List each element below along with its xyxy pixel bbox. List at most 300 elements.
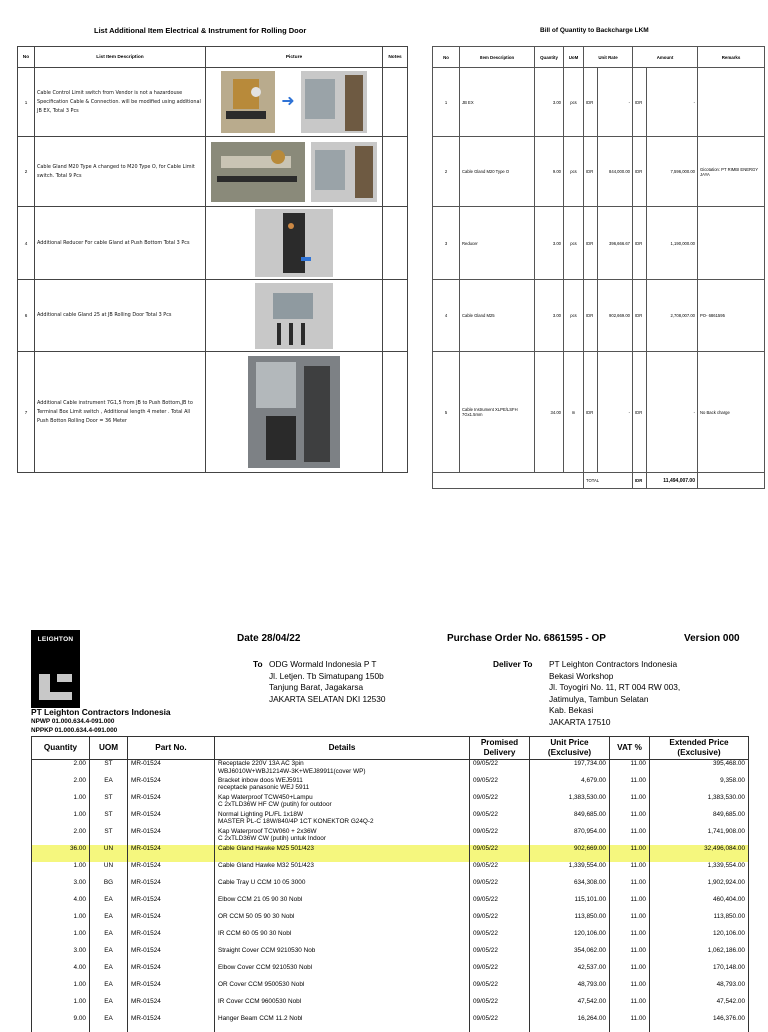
row-amount-currency: IDR (633, 68, 647, 137)
line-extended-price: 120,106.00 (650, 930, 749, 947)
row-no: 4 (18, 207, 35, 280)
line-details (215, 794, 470, 811)
col-header-remarks: Remarks (698, 47, 765, 68)
line-unit-price: 1,339,554.00 (530, 862, 610, 879)
line-details (215, 998, 470, 1015)
row-description: Additional Cable instrument 7G1,5 from JB to Push Bottom,JB to Terminal Box Limit switch , Additional length 4 meter . Total All Push Botton Rolling Door = 36 Meter (35, 352, 206, 473)
line-quantity: 1.00 (32, 794, 90, 811)
line-part-no: MR-01524 (128, 930, 215, 947)
line-vat: 11.00 (610, 760, 650, 777)
line-extended-price: 1,062,186.00 (650, 947, 749, 964)
line-vat: 11.00 (610, 930, 650, 947)
line-extended-price: 1,383,530.00 (650, 794, 749, 811)
col-header-unit-rate: Unit Rate (584, 47, 633, 68)
row-no: 6 (18, 280, 35, 352)
push-button-reducer-photo (255, 209, 333, 277)
row-uom: pcs (564, 137, 584, 207)
col-header-vat: VAT % (610, 737, 650, 760)
col-header-uom: UoM (564, 47, 584, 68)
col-header-amount: Amount (633, 47, 698, 68)
line-promised-delivery: 09/05/22 (470, 811, 530, 828)
line-details (215, 777, 470, 794)
line-vat: 11.00 (610, 964, 650, 981)
address-line: PT Leighton Contractors Indonesia (549, 659, 678, 669)
po-line-row (32, 913, 749, 930)
po-line-row (32, 947, 749, 964)
bill-of-quantity-table (432, 46, 765, 489)
row-quantity: 3.00 (535, 207, 564, 280)
row-notes (383, 352, 408, 473)
detail-line: Cable Gland Hawke M25 501/423 (218, 844, 314, 852)
line-vat: 11.00 (610, 777, 650, 794)
line-quantity: 36.00 (32, 845, 90, 862)
line-vat: 11.00 (610, 998, 650, 1015)
line-quantity: 2.00 (32, 828, 90, 845)
line-extended-price: 1,339,554.00 (650, 862, 749, 879)
line-uom: EA (90, 964, 128, 981)
table-row (433, 207, 765, 280)
line-part-no: MR-01524 (128, 845, 215, 862)
line-promised-delivery: 09/05/22 (470, 998, 530, 1015)
po-line-row (32, 862, 749, 879)
row-quantity: 9.00 (535, 137, 564, 207)
col-header-picture: Picture (206, 47, 383, 68)
row-amount: - (647, 68, 698, 137)
line-promised-delivery: 09/05/22 (470, 930, 530, 947)
logo-text: LEIGHTON (37, 636, 74, 643)
row-uom: pcs (564, 207, 584, 280)
row-description: Additional cable Gland 25 at JB Rolling Door Total 3 Pcs (35, 280, 206, 352)
address-line: Kab. Bekasi (549, 705, 594, 715)
row-quantity: 3.00 (535, 68, 564, 137)
col-header-description: List Item Description (35, 47, 206, 68)
line-quantity: 3.00 (32, 879, 90, 896)
line-vat: 11.00 (610, 794, 650, 811)
line-promised-delivery: 09/05/22 (470, 760, 530, 777)
line-vat: 11.00 (610, 1015, 650, 1032)
line-promised-delivery: 09/05/22 (470, 964, 530, 981)
line-part-no: MR-01524 (128, 862, 215, 879)
row-picture (206, 68, 383, 137)
line-unit-price: 48,793.00 (530, 981, 610, 998)
po-line-row (32, 777, 749, 794)
row-picture (206, 137, 383, 207)
left-sheet-title: List Additional Item Electrical & Instrument for Rolling Door (94, 26, 307, 35)
po-date: Date 28/04/22 (237, 633, 301, 644)
row-quantity: 3.00 (535, 280, 564, 352)
total-label: TOTAL (584, 473, 633, 489)
row-item-description: JB EX (460, 68, 535, 137)
line-vat: 11.00 (610, 845, 650, 862)
line-details (215, 879, 470, 896)
detail-line: Straight Cover CCM 9210530 Nob (218, 946, 316, 954)
line-vat: 11.00 (610, 981, 650, 998)
row-description: Additional Reducer For cable Gland at Push Bottom Total 3 Pcs (35, 207, 206, 280)
row-quantity: 34.00 (535, 352, 564, 473)
po-version: Version 000 (684, 633, 740, 644)
line-uom: EA (90, 1015, 128, 1032)
row-amount-currency: IDR (633, 280, 647, 352)
total-row (433, 473, 765, 489)
detail-line: IR CCM 60 05 90 30 Nobl (218, 929, 292, 937)
line-uom: ST (90, 828, 128, 845)
line-promised-delivery: 09/05/22 (470, 862, 530, 879)
detail-line: receptacle panasonic WEJ 5911 (218, 784, 310, 792)
col-header-uom: UOM (90, 737, 128, 760)
detail-line: Normal Lighting PL/FL 1x18W (218, 810, 304, 818)
line-promised-delivery: 09/05/22 (470, 879, 530, 896)
line-unit-price: 1,383,530.00 (530, 794, 610, 811)
deliver-to-label: Deliver To (493, 659, 533, 669)
detail-line: Bracket inbow doos WEJ5911 (218, 776, 303, 784)
row-rate-currency: IDR (584, 280, 598, 352)
cable-instrument-photo (248, 356, 340, 468)
address-line: Tanjung Barat, Jagakarsa (269, 682, 364, 692)
row-picture (206, 352, 383, 473)
leighton-emblem-icon (31, 630, 80, 708)
row-rate-currency: IDR (584, 68, 598, 137)
line-unit-price: 4,679.00 (530, 777, 610, 794)
line-uom: EA (90, 777, 128, 794)
row-remarks (698, 68, 765, 137)
leighton-logo (31, 630, 80, 708)
line-quantity: 4.00 (32, 896, 90, 913)
line-unit-price: 902,669.00 (530, 845, 610, 862)
line-details (215, 760, 470, 777)
address-line: JAKARTA SELATAN DKI 12530 (269, 693, 386, 704)
detail-line: IR Cover CCM 9600530 Nobl (218, 997, 302, 1005)
line-part-no: MR-01524 (128, 896, 215, 913)
line-promised-delivery: 09/05/22 (470, 777, 530, 794)
total-blank (433, 473, 584, 489)
detail-line: Kap Waterproof TCW450+Lampu (218, 793, 313, 801)
line-promised-delivery: 09/05/22 (470, 845, 530, 862)
line-quantity: 2.00 (32, 777, 90, 794)
line-unit-price: 113,850.00 (530, 913, 610, 930)
line-details (215, 811, 470, 828)
row-remarks (698, 207, 765, 280)
detail-line: C 2xTLD36W HF CW (putih) for outdoor (218, 801, 332, 809)
row-notes (383, 137, 408, 207)
po-line-row (32, 981, 749, 998)
line-promised-delivery: 09/05/22 (470, 896, 530, 913)
line-quantity: 2.00 (32, 760, 90, 777)
line-unit-price: 634,308.00 (530, 879, 610, 896)
line-details (215, 1015, 470, 1032)
row-amount: 7,596,000.00 (647, 137, 698, 207)
to-label: To (253, 659, 263, 669)
line-uom: EA (90, 981, 128, 998)
row-uom: pcs (564, 68, 584, 137)
address-line: Jl. Letjen. Tb Simatupang 150b (269, 670, 384, 681)
line-quantity: 1.00 (32, 913, 90, 930)
row-no: 4 (433, 280, 460, 352)
line-unit-price: 42,537.00 (530, 964, 610, 981)
row-no: 5 (433, 352, 460, 473)
col-header-notes: Notes (383, 47, 408, 68)
row-amount: - (647, 352, 698, 473)
line-promised-delivery: 09/05/22 (470, 828, 530, 845)
po-line-row (32, 811, 749, 828)
address-line: Jl. Toyogiri No. 11, RT 004 RW 003, (549, 682, 681, 692)
line-promised-delivery: 09/05/22 (470, 947, 530, 964)
line-details (215, 947, 470, 964)
line-extended-price: 9,358.00 (650, 777, 749, 794)
line-quantity: 3.00 (32, 947, 90, 964)
line-details (215, 896, 470, 913)
row-amount-currency: IDR (633, 352, 647, 473)
line-part-no: MR-01524 (128, 828, 215, 845)
line-uom: EA (90, 947, 128, 964)
row-unit-rate: - (598, 68, 633, 137)
row-rate-currency: IDR (584, 137, 598, 207)
row-unit-rate: 902,669.00 (598, 280, 633, 352)
detail-line: MASTER PL-C 18W/840/4P 1CT KONEKTOR G24Q-2 (218, 818, 374, 826)
line-unit-price: 16,264.00 (530, 1015, 610, 1032)
col-header-item-description: Item Description (460, 47, 535, 68)
delivery-address (549, 659, 680, 728)
detail-line: Elbow Cover CCM 9210530 Nobl (218, 963, 313, 971)
po-line-row (32, 1015, 749, 1032)
line-extended-price: 460,404.00 (650, 896, 749, 913)
po-line-row (32, 760, 749, 777)
line-part-no: MR-01524 (128, 811, 215, 828)
line-vat: 11.00 (610, 879, 650, 896)
line-vat: 11.00 (610, 896, 650, 913)
line-vat: 11.00 (610, 862, 650, 879)
line-extended-price: 170,148.00 (650, 964, 749, 981)
line-details (215, 862, 470, 879)
total-remarks (698, 473, 765, 489)
line-uom: ST (90, 811, 128, 828)
row-notes (383, 207, 408, 280)
row-unit-rate: - (598, 352, 633, 473)
line-unit-price: 354,062.00 (530, 947, 610, 964)
address-line: JAKARTA 17510 (549, 716, 611, 727)
po-line-row (32, 998, 749, 1015)
row-uom: pcs (564, 280, 584, 352)
line-part-no: MR-01524 (128, 794, 215, 811)
line-quantity: 1.00 (32, 811, 90, 828)
detail-line: C 2xTLD36W CW (putih) untuk Indoor (218, 835, 326, 843)
po-line-row (32, 879, 749, 896)
npwp-number: NPWP 01.000.634.4-091.000 (31, 718, 115, 725)
line-uom: EA (90, 998, 128, 1015)
row-description: Cable Control Limit switch from Vendor is not a hazardouse Specification Cable & Connection. will be modified using additional JB EX, Total 3 Pcs (35, 68, 206, 137)
line-details (215, 845, 470, 862)
col-header-no: No (433, 47, 460, 68)
row-picture (206, 207, 383, 280)
line-quantity: 1.00 (32, 862, 90, 879)
supplier-address (269, 659, 386, 705)
line-uom: EA (90, 913, 128, 930)
line-quantity: 4.00 (32, 964, 90, 981)
total-value: 11,494,007.00 (647, 473, 698, 489)
row-item-description: Cable Gland M20 Type O (460, 137, 535, 207)
line-part-no: MR-01524 (128, 1015, 215, 1032)
col-header-quantity: Quantity (535, 47, 564, 68)
cable-gland-photo (211, 142, 305, 202)
detail-line: WBJ6010W+WBJ1214W-3K+WEJ89911(cover WP) (218, 767, 366, 775)
row-remarks: Gicotation: PT RIMBI ENERGY JAYA (698, 137, 765, 207)
junction-box-photo (301, 71, 367, 133)
purchase-order-lines-table (31, 736, 749, 1032)
row-item-description: Cable Gland M25 (460, 280, 535, 352)
line-promised-delivery: 09/05/22 (470, 981, 530, 998)
row-no: 1 (18, 68, 35, 137)
line-unit-price: 849,685.00 (530, 811, 610, 828)
line-quantity: 1.00 (32, 930, 90, 947)
row-remarks: No Back charge (698, 352, 765, 473)
line-unit-price: 115,101.00 (530, 896, 610, 913)
line-part-no: MR-01524 (128, 879, 215, 896)
line-unit-price: 197,734.00 (530, 760, 610, 777)
col-header-unit-price: Unit Price (Exclusive) (530, 737, 610, 760)
col-header-details: Details (215, 737, 470, 760)
table-row (18, 207, 408, 280)
line-quantity: 1.00 (32, 998, 90, 1015)
row-no: 2 (433, 137, 460, 207)
po-line-row (32, 845, 749, 862)
line-part-no: MR-01524 (128, 981, 215, 998)
line-promised-delivery: 09/05/22 (470, 1015, 530, 1032)
table-row (18, 352, 408, 473)
table-row (18, 137, 408, 207)
po-line-row (32, 896, 749, 913)
po-line-row (32, 794, 749, 811)
detail-line: Hanger Beam CCM 11.2 Nobl (218, 1014, 303, 1022)
row-no: 2 (18, 137, 35, 207)
row-rate-currency: IDR (584, 207, 598, 280)
nppkp-number: NPPKP 01.000.634.4-091.000 (31, 727, 118, 734)
line-vat: 11.00 (610, 913, 650, 930)
line-unit-price: 870,954.00 (530, 828, 610, 845)
line-details (215, 964, 470, 981)
line-part-no: MR-01524 (128, 947, 215, 964)
table-row (433, 137, 765, 207)
limit-switch-photo (221, 71, 275, 133)
detail-line: Kap Waterproof TCW060 + 2x36W (218, 827, 317, 835)
detail-line: Receptacle 220V 13A AC 3pin (218, 760, 304, 767)
line-extended-price: 146,376.00 (650, 1015, 749, 1032)
line-promised-delivery: 09/05/22 (470, 913, 530, 930)
col-header-extended-price: Extended Price (Exclusive) (650, 737, 749, 760)
arrow-right-icon: ➜ (281, 93, 295, 110)
line-part-no: MR-01524 (128, 913, 215, 930)
jb-rolling-door-photo (255, 283, 333, 349)
col-header-promised-delivery: Promised Delivery (470, 737, 530, 760)
address-line: ODG Wormald Indonesia P T (269, 659, 377, 669)
row-remarks: PO- 6861595 (698, 280, 765, 352)
line-extended-price: 113,850.00 (650, 913, 749, 930)
line-extended-price: 47,542.00 (650, 998, 749, 1015)
detail-line: OR CCM 50 05 90 30 Nobl (218, 912, 295, 920)
row-amount-currency: IDR (633, 137, 647, 207)
gland-install-photo (311, 142, 377, 202)
detail-line: Elbow CCM 21 05 90 30 Nobl (218, 895, 303, 903)
address-line: Bekasi Workshop (549, 670, 614, 681)
line-part-no: MR-01524 (128, 998, 215, 1015)
total-currency: IDR (633, 473, 647, 489)
table-row (433, 280, 765, 352)
row-picture (206, 280, 383, 352)
row-rate-currency: IDR (584, 352, 598, 473)
line-extended-price: 1,902,924.00 (650, 879, 749, 896)
line-uom: BG (90, 879, 128, 896)
line-vat: 11.00 (610, 811, 650, 828)
row-unit-rate: 396,666.67 (598, 207, 633, 280)
line-quantity: 1.00 (32, 981, 90, 998)
table-row (18, 280, 408, 352)
row-amount: 1,190,000.00 (647, 207, 698, 280)
line-extended-price: 849,685.00 (650, 811, 749, 828)
line-part-no: MR-01524 (128, 760, 215, 777)
col-header-no: No (18, 47, 35, 68)
line-unit-price: 120,106.00 (530, 930, 610, 947)
line-part-no: MR-01524 (128, 964, 215, 981)
line-extended-price: 395,468.00 (650, 760, 749, 777)
line-extended-price: 48,793.00 (650, 981, 749, 998)
line-extended-price: 1,741,908.00 (650, 828, 749, 845)
row-item-description: Cable Instrument XLPE/LSFH 7Gx1.5mm (460, 352, 535, 473)
row-unit-rate: 844,000.00 (598, 137, 633, 207)
po-line-row (32, 930, 749, 947)
po-line-row (32, 964, 749, 981)
line-vat: 11.00 (610, 947, 650, 964)
additional-items-table (17, 46, 408, 473)
row-amount: 2,708,007.00 (647, 280, 698, 352)
detail-line: OR Cover CCM 9500530 Nobl (218, 980, 305, 988)
line-promised-delivery: 09/05/22 (470, 794, 530, 811)
detail-line: Cable Tray U CCM 10 05 3000 (218, 878, 306, 886)
po-number: Purchase Order No. 6861595 - OP (447, 633, 606, 644)
line-details (215, 981, 470, 998)
table-row (18, 68, 408, 137)
row-description: Cable Gland M20 Type A changed to M20 Type O, for Cable Limit switch. Total 9 Pcs (35, 137, 206, 207)
row-uom: m (564, 352, 584, 473)
row-no: 7 (18, 352, 35, 473)
address-line: Jatimulya, Tambun Selatan (549, 693, 649, 704)
row-no: 1 (433, 68, 460, 137)
row-notes (383, 280, 408, 352)
row-no: 3 (433, 207, 460, 280)
right-sheet-title: Bill of Quantity to Backcharge LKM (540, 27, 649, 34)
line-uom: ST (90, 794, 128, 811)
table-row (433, 68, 765, 137)
line-quantity: 9.00 (32, 1015, 90, 1032)
line-extended-price: 32,496,084.00 (650, 845, 749, 862)
po-line-row (32, 828, 749, 845)
line-details (215, 828, 470, 845)
row-notes (383, 68, 408, 137)
row-amount-currency: IDR (633, 207, 647, 280)
line-uom: ST (90, 760, 128, 777)
row-item-description: Reducer (460, 207, 535, 280)
col-header-part-no: Part No. (128, 737, 215, 760)
line-vat: 11.00 (610, 828, 650, 845)
company-name: PT Leighton Contractors Indonesia (31, 707, 171, 717)
line-details (215, 930, 470, 947)
detail-line: Cable Gland Hawke M32 501/423 (218, 861, 314, 869)
table-row (433, 352, 765, 473)
line-uom: EA (90, 896, 128, 913)
line-uom: EA (90, 930, 128, 947)
col-header-quantity: Quantity (32, 737, 90, 760)
line-details (215, 913, 470, 930)
line-uom: UN (90, 845, 128, 862)
line-uom: UN (90, 862, 128, 879)
line-part-no: MR-01524 (128, 777, 215, 794)
